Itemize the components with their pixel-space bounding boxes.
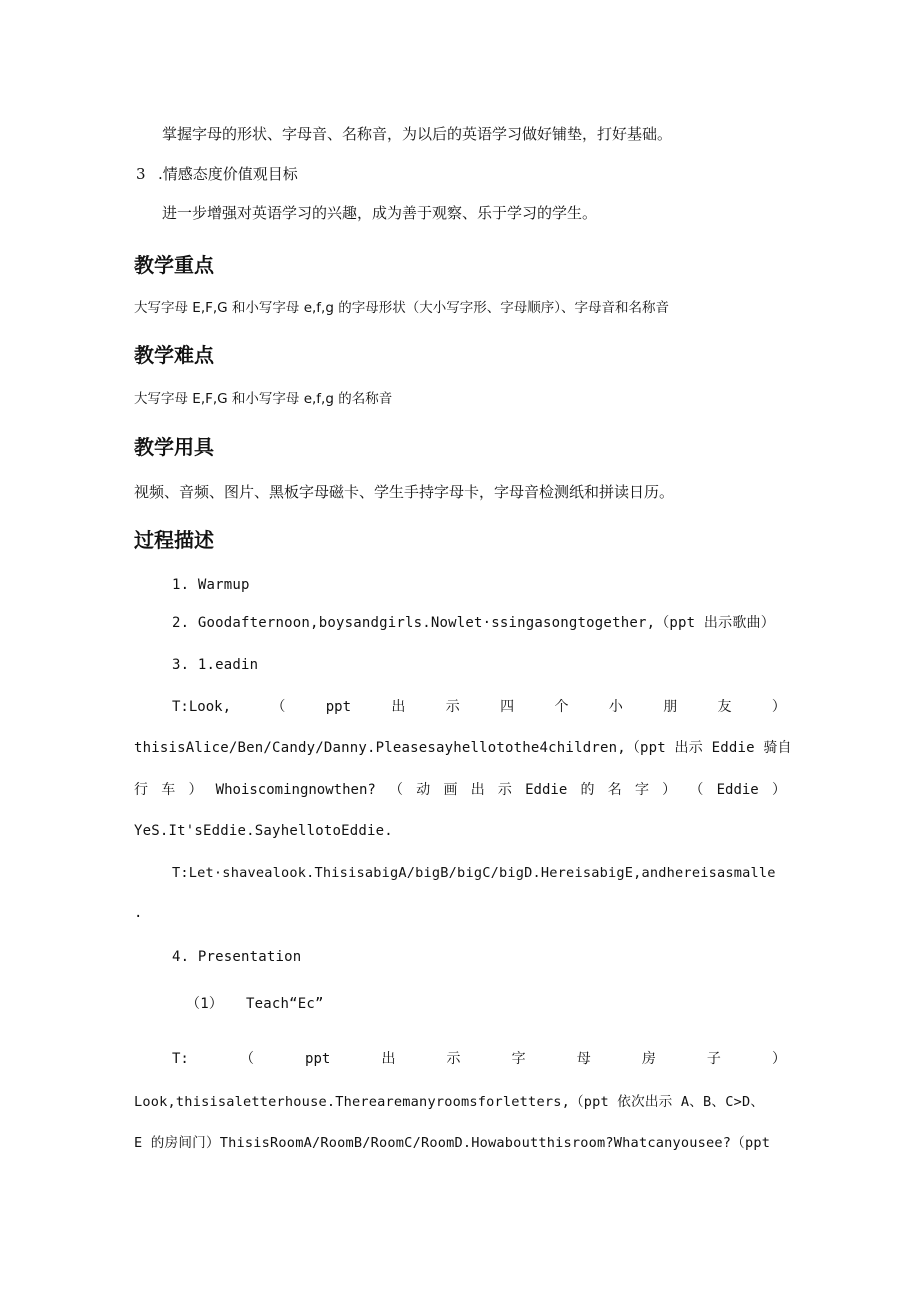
paragraph-1-line-3 xyxy=(134,780,786,800)
word: ） xyxy=(771,699,786,715)
paragraph-1-line-1 xyxy=(172,697,786,717)
word: 母 xyxy=(576,1051,591,1067)
word: 小 xyxy=(608,699,623,715)
word: （ xyxy=(389,782,404,798)
word: 友 xyxy=(717,699,732,715)
sub-step-1-number: （1） xyxy=(186,996,224,1012)
word: ppt xyxy=(305,1051,331,1067)
heading-process: 过程描述 xyxy=(134,528,214,552)
word: T:Look, xyxy=(172,699,232,715)
word: 示 xyxy=(497,782,512,798)
word: 字 xyxy=(511,1051,526,1067)
process-step-4: 4. Presentation xyxy=(172,949,302,965)
process-step-1: 1. Warmup xyxy=(172,577,250,593)
objective-3-text: 进一步增强对英语学习的兴趣，成为善于观察、乐于学习的学生。 xyxy=(162,204,598,222)
paragraph-2-line-2: . xyxy=(134,905,143,921)
paragraph-1-line-4: YeS.It'sEddie.SayhellotoEddie. xyxy=(134,823,393,839)
word: 示 xyxy=(445,699,460,715)
word: 出 xyxy=(391,699,406,715)
process-step-3: 3. 1.eadin xyxy=(172,657,259,673)
word: 名 xyxy=(607,782,622,798)
word: 个 xyxy=(554,699,569,715)
word: ） xyxy=(662,782,677,798)
word: 的 xyxy=(580,782,595,798)
word: ） xyxy=(771,782,786,798)
tools-text: 视频、音频、图片、黑板字母磁卡、学生手持字母卡，字母音检测纸和拼读日历。 xyxy=(134,483,675,501)
objective-3-title: .情感态度价值观目标 xyxy=(158,165,298,183)
heading-difficulties: 教学难点 xyxy=(134,343,214,367)
word: （ xyxy=(239,1051,254,1067)
word: Whoiscomingnowthen? xyxy=(215,782,376,798)
word: 朋 xyxy=(663,699,678,715)
word: ） xyxy=(772,1051,786,1067)
paragraph-3-line-3: E 的房间门）ThisisRoomA/RoomB/RoomC/RoomD.Howaboutthisroom?Whatcanyousee?（ppt xyxy=(134,1135,771,1151)
word: ppt xyxy=(325,699,352,715)
heading-tools: 教学用具 xyxy=(134,435,214,459)
process-step-2: 2. Goodafternoon,boysandgirls.Nowlet·ssingasongtogether,（ppt 出示歌曲） xyxy=(172,615,775,631)
word: 画 xyxy=(443,782,458,798)
word: 行 xyxy=(134,782,148,798)
word: 四 xyxy=(500,699,515,715)
word: 字 xyxy=(634,782,649,798)
word: （ xyxy=(271,699,286,715)
word: ） xyxy=(188,782,203,798)
word: Eddie xyxy=(716,782,759,798)
paragraph-3-line-1 xyxy=(172,1049,786,1069)
key-points-text: 大写字母 E,F,G 和小写字母 e,f,g 的字母形状（大小写字形、字母顺序）、字母音和名称音 xyxy=(134,300,669,316)
sub-step-1-title: Teach“Ec” xyxy=(246,996,324,1012)
word: 示 xyxy=(446,1051,461,1067)
word: T: xyxy=(172,1051,189,1067)
paragraph-1-line-2: thisisAlice/Ben/Candy/Danny.Pleasesayhellotothe4children,（ppt 出示 Eddie 骑自 xyxy=(134,740,792,756)
word: 车 xyxy=(161,782,176,798)
word: 动 xyxy=(416,782,431,798)
word: 子 xyxy=(706,1051,721,1067)
paragraph-3-line-2: Look,thisisaletterhouse.Therearemanyroomsforletters,（ppt 依次出示 A、B、C>D、 xyxy=(134,1094,765,1110)
heading-key-points: 教学重点 xyxy=(134,253,214,277)
word: 房 xyxy=(641,1051,656,1067)
word: 出 xyxy=(470,782,485,798)
paragraph-2-line-1: T:Let·shavealook.ThisisabigA/bigB/bigC/bigD.HereisabigE,andhereisasmalle xyxy=(172,865,776,881)
objective-3-number: 3 xyxy=(136,165,146,183)
word: （ xyxy=(689,782,704,798)
word: 出 xyxy=(381,1051,396,1067)
skills-objective-text: 掌握字母的形状、字母音、名称音，为以后的英语学习做好铺垫，打好基础。 xyxy=(162,125,673,143)
difficulties-text: 大写字母 E,F,G 和小写字母 e,f,g 的名称音 xyxy=(134,391,393,407)
word: Eddie xyxy=(525,782,568,798)
